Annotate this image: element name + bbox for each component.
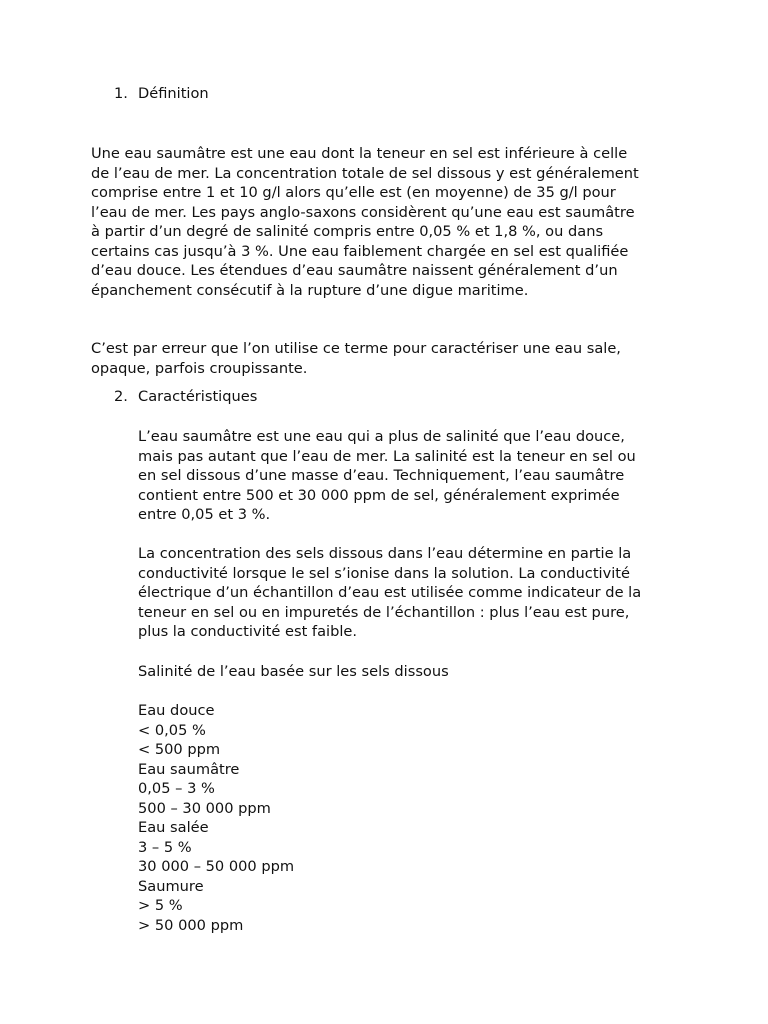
section-title: Caractéristiques [138, 388, 258, 405]
salinity-list [138, 701, 294, 935]
salinity-category: Eau saumâtre [138, 760, 240, 778]
text-line: électrique d’un échantillon d’eau est utilisée comme indicateur de la [138, 584, 642, 601]
section-title: Définition [138, 85, 209, 102]
definition-paragraph-2 [91, 339, 691, 378]
text-line: à partir d’un degré de salinité compris entre 0,05 % et 1,8 %, ou dans [91, 223, 604, 240]
section-number: 1. [114, 85, 128, 102]
text-line: mais pas autant que l’eau de mer. La salinité est la teneur en sel ou [138, 447, 636, 465]
section-number: 2. [114, 388, 128, 405]
salinity-percent: 3 – 5 % [138, 838, 192, 856]
text-line: La concentration des sels dissous dans l’eau détermine en partie la [138, 545, 632, 562]
section-heading-caracteristiques [114, 387, 257, 407]
salinity-ppm: 30 000 – 50 000 ppm [138, 858, 295, 875]
text-line: opaque, parfois croupissante. [91, 359, 308, 377]
salinity-percent: > 5 % [138, 897, 183, 914]
text-line: de l’eau de mer. La concentration totale de sel dissous y est généralement [91, 164, 639, 182]
text-line: conductivité lorsque le sel s’ionise dans la solution. La conductivité [138, 564, 630, 582]
salinity-ppm: > 50 000 ppm [138, 916, 244, 934]
salinity-percent: 0,05 – 3 % [138, 780, 215, 797]
text-line: plus la conductivité est faible. [138, 623, 358, 640]
text-line: certains cas jusqu’à 3 %. Une eau faiblement chargée en sel est qualifiée [91, 242, 629, 260]
salinity-percent: < 0,05 % [138, 721, 206, 739]
text-line: comprise entre 1 et 10 g/l alors qu’elle est (en moyenne) de 35 g/l pour [91, 184, 616, 201]
salinity-category: Saumure [138, 877, 204, 895]
characteristics-paragraph-1 [138, 427, 698, 525]
text-line: contient entre 500 et 30 000 ppm de sel, généralement exprimée [138, 486, 620, 504]
section-heading-definition [114, 84, 209, 104]
salinity-table-caption [138, 662, 698, 682]
text-line: L’eau saumâtre est une eau qui a plus de salinité que l’eau douce, [138, 428, 625, 445]
text-line: C’est par erreur que l’on utilise ce terme pour caractériser une eau sale, [91, 340, 621, 357]
text-line: l’eau de mer. Les pays anglo-saxons considèrent qu’une eau est saumâtre [91, 203, 635, 221]
text-line: entre 0,05 et 3 %. [138, 506, 271, 523]
text-line: d’eau douce. Les étendues d’eau saumâtre naissent généralement d’un [91, 262, 618, 279]
text-line: teneur en sel ou en impuretés de l’échantillon : plus l’eau est pure, [138, 603, 630, 621]
salinity-category: Eau douce [138, 702, 215, 719]
definition-paragraph-1 [91, 144, 691, 300]
text-line: Une eau saumâtre est une eau dont la teneur en sel est inférieure à celle [91, 145, 628, 162]
salinity-ppm: 500 – 30 000 ppm [138, 799, 271, 817]
salinity-category: Eau salée [138, 819, 209, 836]
salinity-ppm: < 500 ppm [138, 741, 221, 758]
text-line: en sel dissous d’une masse d’eau. Techniquement, l’eau saumâtre [138, 467, 625, 484]
text-line: épanchement consécutif à la rupture d’une digue maritime. [91, 281, 529, 299]
characteristics-paragraph-2 [138, 544, 698, 642]
caption-text: Salinité de l’eau basée sur les sels dissous [138, 663, 449, 680]
